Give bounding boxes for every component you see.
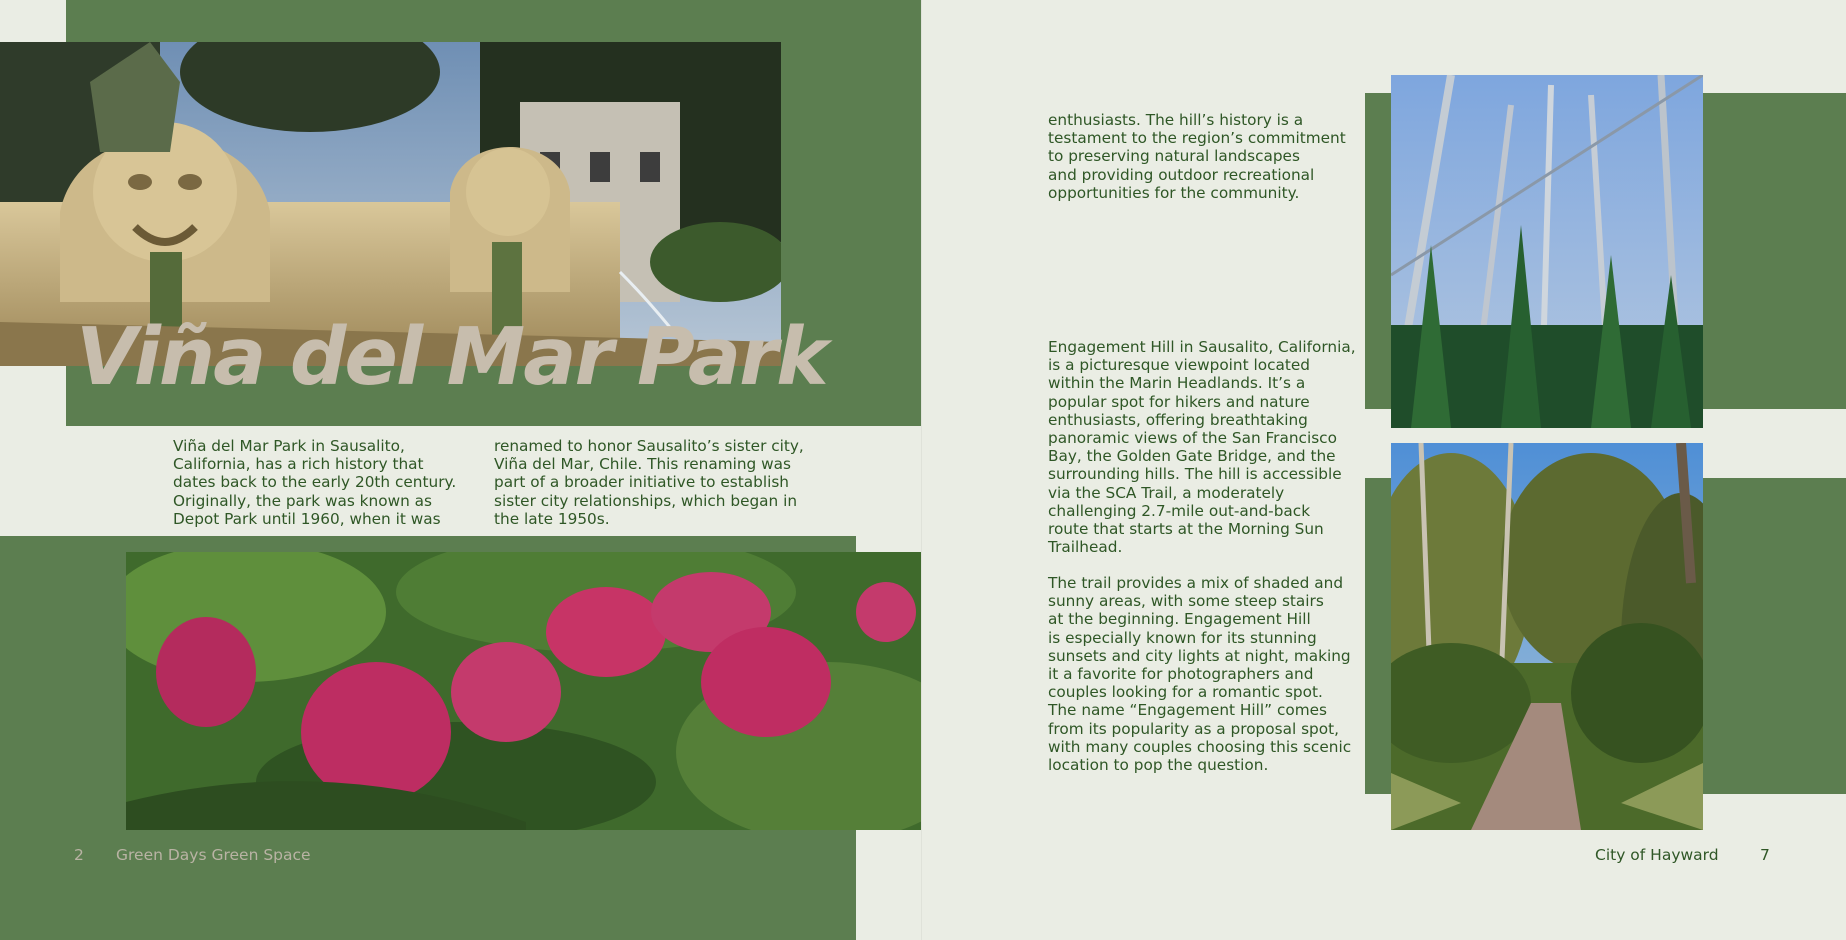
- left-column-2-text: renamed to honor Sausalito’s sister city, Viña del Mar, Chile. This renaming was part of a broader initiative to establish sister city relationships, which began in the late 1950s.: [494, 437, 804, 528]
- right-paragraph-top-text: enthusiasts. The hill’s history is a testament to the region’s commitment to preserving natural landscapes and providing outdoor recreational opportunities for the community.: [1048, 111, 1346, 202]
- eucalyptus-canopy-photo: [1391, 75, 1703, 428]
- right-page-number: 7: [1760, 846, 1770, 864]
- right-paragraph-bottom: [1048, 574, 1368, 774]
- right-paragraph-mid-text: Engagement Hill in Sausalito, California, is a picturesque viewpoint located within the Marin Headlands. It’s a popular spot for hikers and nature enthusiasts, offering breathtaking panoramic views of the San Francisco Bay, the Golden Gate Bridge, and the surrounding hills. The hill is accessible via the SCA Trail, a moderately challenging 2.7-mile out-and-back route that starts at the Morning Sun Trailhead.: [1048, 338, 1356, 557]
- left-column-1: [173, 437, 473, 528]
- left-column-2: [494, 437, 824, 528]
- flowers-photo: [126, 552, 922, 830]
- page-title: Viña del Mar Park: [76, 311, 827, 403]
- left-footer-title: Green Days Green Space: [116, 846, 311, 864]
- trail-photo: [1391, 443, 1703, 830]
- right-paragraph-top: [1048, 111, 1368, 202]
- right-footer-title: City of Hayward: [1595, 846, 1719, 864]
- left-column-1-text: Viña del Mar Park in Sausalito, California, has a rich history that dates back to the early 20th century. Originally, the park was known as Depot Park until 1960, when it was: [173, 437, 457, 528]
- right-paragraph-mid: [1048, 338, 1368, 556]
- right-paragraph-bottom-text: The trail provides a mix of shaded and sunny areas, with some steep stairs at the beginning. Engagement Hill is especially known for its stunning sunsets and city lights at night, making it a favorite for photographers and couples looking for a romantic spot. The name “Engagement Hill” comes from its popularity as a proposal spot, with many couples choosing this scenic location to pop the question.: [1048, 574, 1352, 775]
- left-page-number: 2: [74, 846, 84, 864]
- page-spine: [921, 0, 922, 940]
